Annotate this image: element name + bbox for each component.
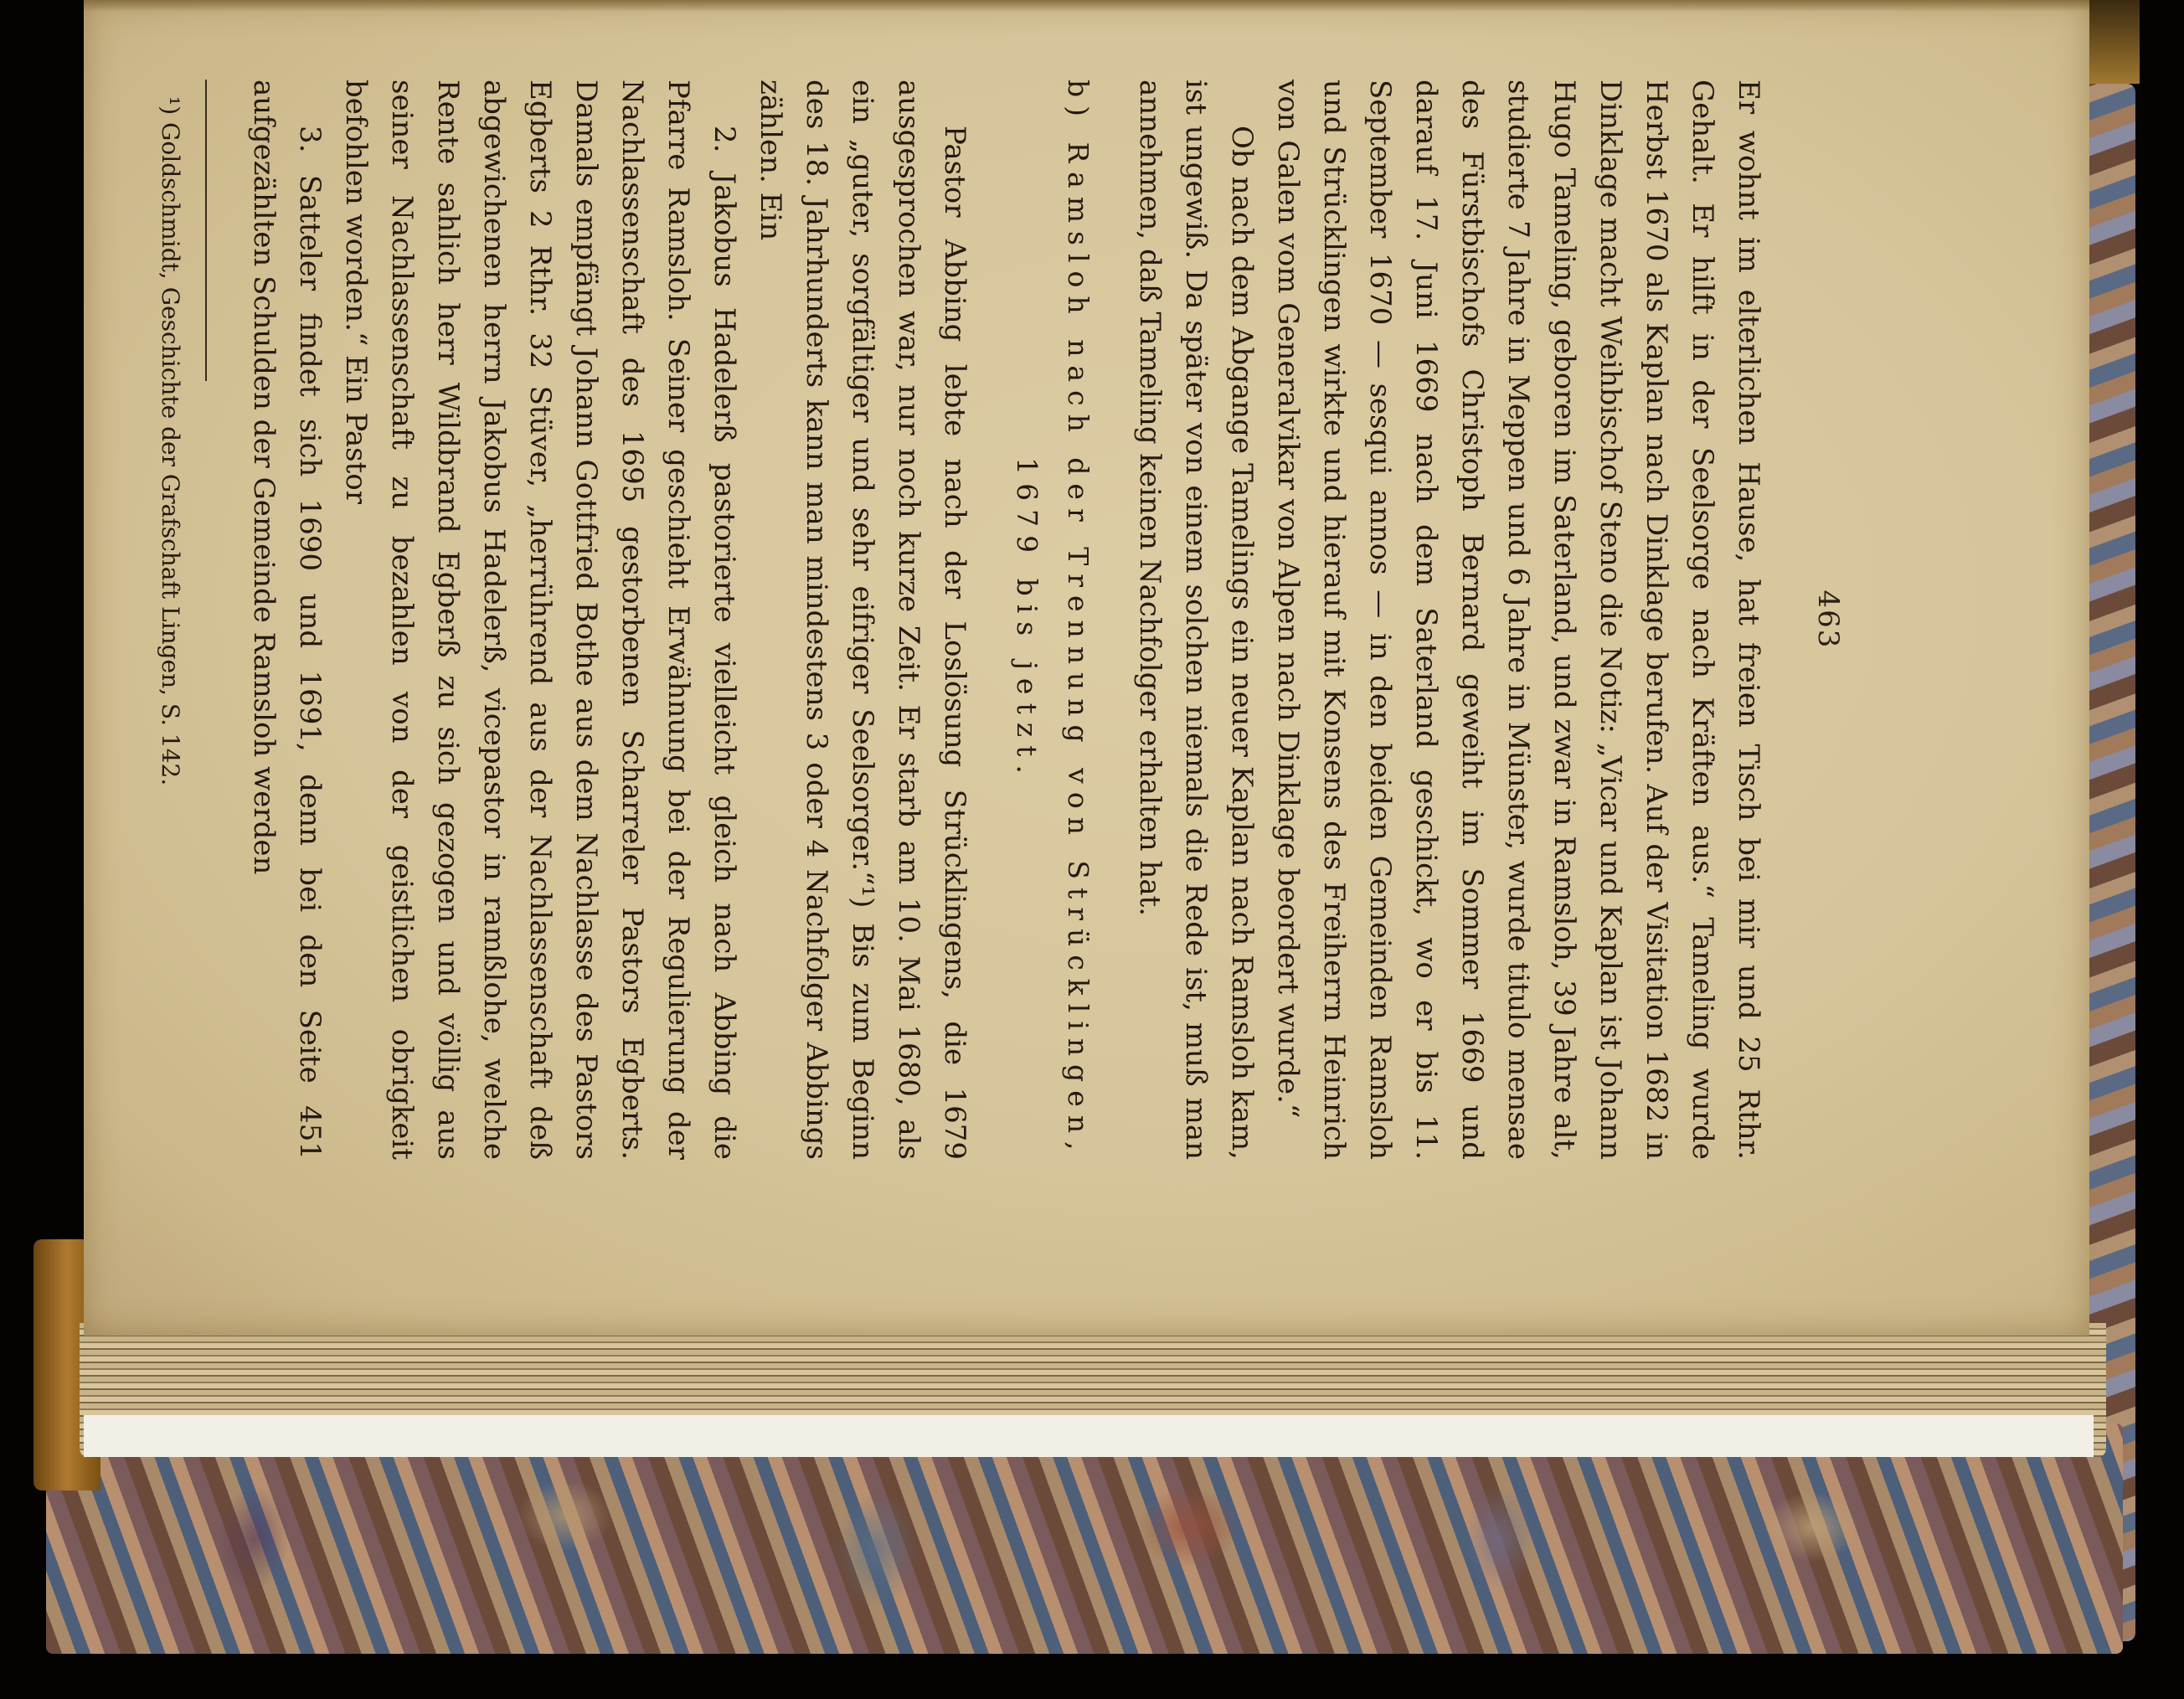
paragraph: 3. Satteler findet sich 1690 und 1691, denn bei den Seite 451 aufgezählten Schulden der Gemeinde Ramsloh werden [247, 80, 327, 1160]
paragraph: Pastor Abbing lebte nach der Loslösung Strücklingens, die 1679 ausgesprochen war, nur noch kurze Zeit. Er starb am 10. Mai 1680, als ein „guter, sorgfältiger und sehr eifriger Seelsorger.“¹) Bis zum Beginn des 18. Jahrhunderts kann man mindestens 3 oder 4 Nachfolger Abbings zählen. Ein [754, 80, 971, 1160]
section-heading: b) Ramsloh nach der Trennung von Strücklingen, [1062, 80, 1095, 1159]
paragraph: Ob nach dem Abgange Tamelings ein neuer Kaplan nach Ramsloh kam, ist ungewiß. Da später von einem solchen niemals die Rede ist, muß man annehmen, daß Tameling keinen Nachfolger erhalten hat. [1133, 80, 1259, 1160]
spine-top-edge [2089, 0, 2140, 84]
white-sheet-edge [84, 1415, 2094, 1457]
paragraph: 2. Jakobus Hadelerß pastorierte vielleicht gleich nach Abbing die Pfarre Ramsloh. Seiner geschieht Erwähnung bei der Regulierung der Nachlassenschaft des 1695 gestorbenen Scharreler Pastors Egberts. Damals empfängt Johann Gottfried Bothe aus dem Nachlasse des Pastors Egberts 2 Rthr. 32 Stüver, „herrührend aus der Nachlassenschaft deß abgewichenen herrn Jakobus Hadelerß, vicepastor in ramßlohe, welche Rente sahlich herr Wildbrand Egberß zu sich gezogen und völlig aus seiner Nachlassenschaft zu bezahlen von der geistlichen obrigkeit befohlen worden.“ Ein Pastor [339, 80, 741, 1160]
marbled-cover-bottom [46, 1424, 2123, 1654]
page-text [157, 46, 1876, 1193]
paragraph: Er wohnt im elterlichen Hause, hat freien Tisch bei mir und 25 Rthr. Gehalt. Er hilft in der Seelsorge nach Kräften aus.“ Tameling wurde Herbst 1670 als Kaplan nach Dinklage berufen. Auf der Visitation 1682 in Dinklage macht Weihbischof Steno die Notiz: „Vicar und Kaplan ist Johann Hugo Tameling, geboren im Saterland, und zwar in Ramsloh, 39 Jahre alt, studierte 7 Jahre in Meppen und 6 Jahre in Münster, wurde titulo mensae des Fürstbischofs Christoph Bernard geweiht im Sommer 1669 und darauf 17. Juni 1669 nach dem Saterland geschickt, wo er bis 11. September 1670 — sesqui annos — in den beiden Gemeinden Ramsloh und Strücklingen wirkte und hierauf mit Konsens des Freiherrn Heinrich von Galen vom Generalvikar von Alpen nach Dinklage beordert wurde.“ [1271, 80, 1765, 1160]
footnote: ¹) Goldschmidt, Geschichte der Grafschaft Lingen, S. 142. [157, 96, 184, 786]
footnote-rule [205, 80, 207, 381]
page-number: 463 [1811, 590, 1845, 650]
section-subheading: 1679 bis jetzt. [1011, 457, 1043, 782]
